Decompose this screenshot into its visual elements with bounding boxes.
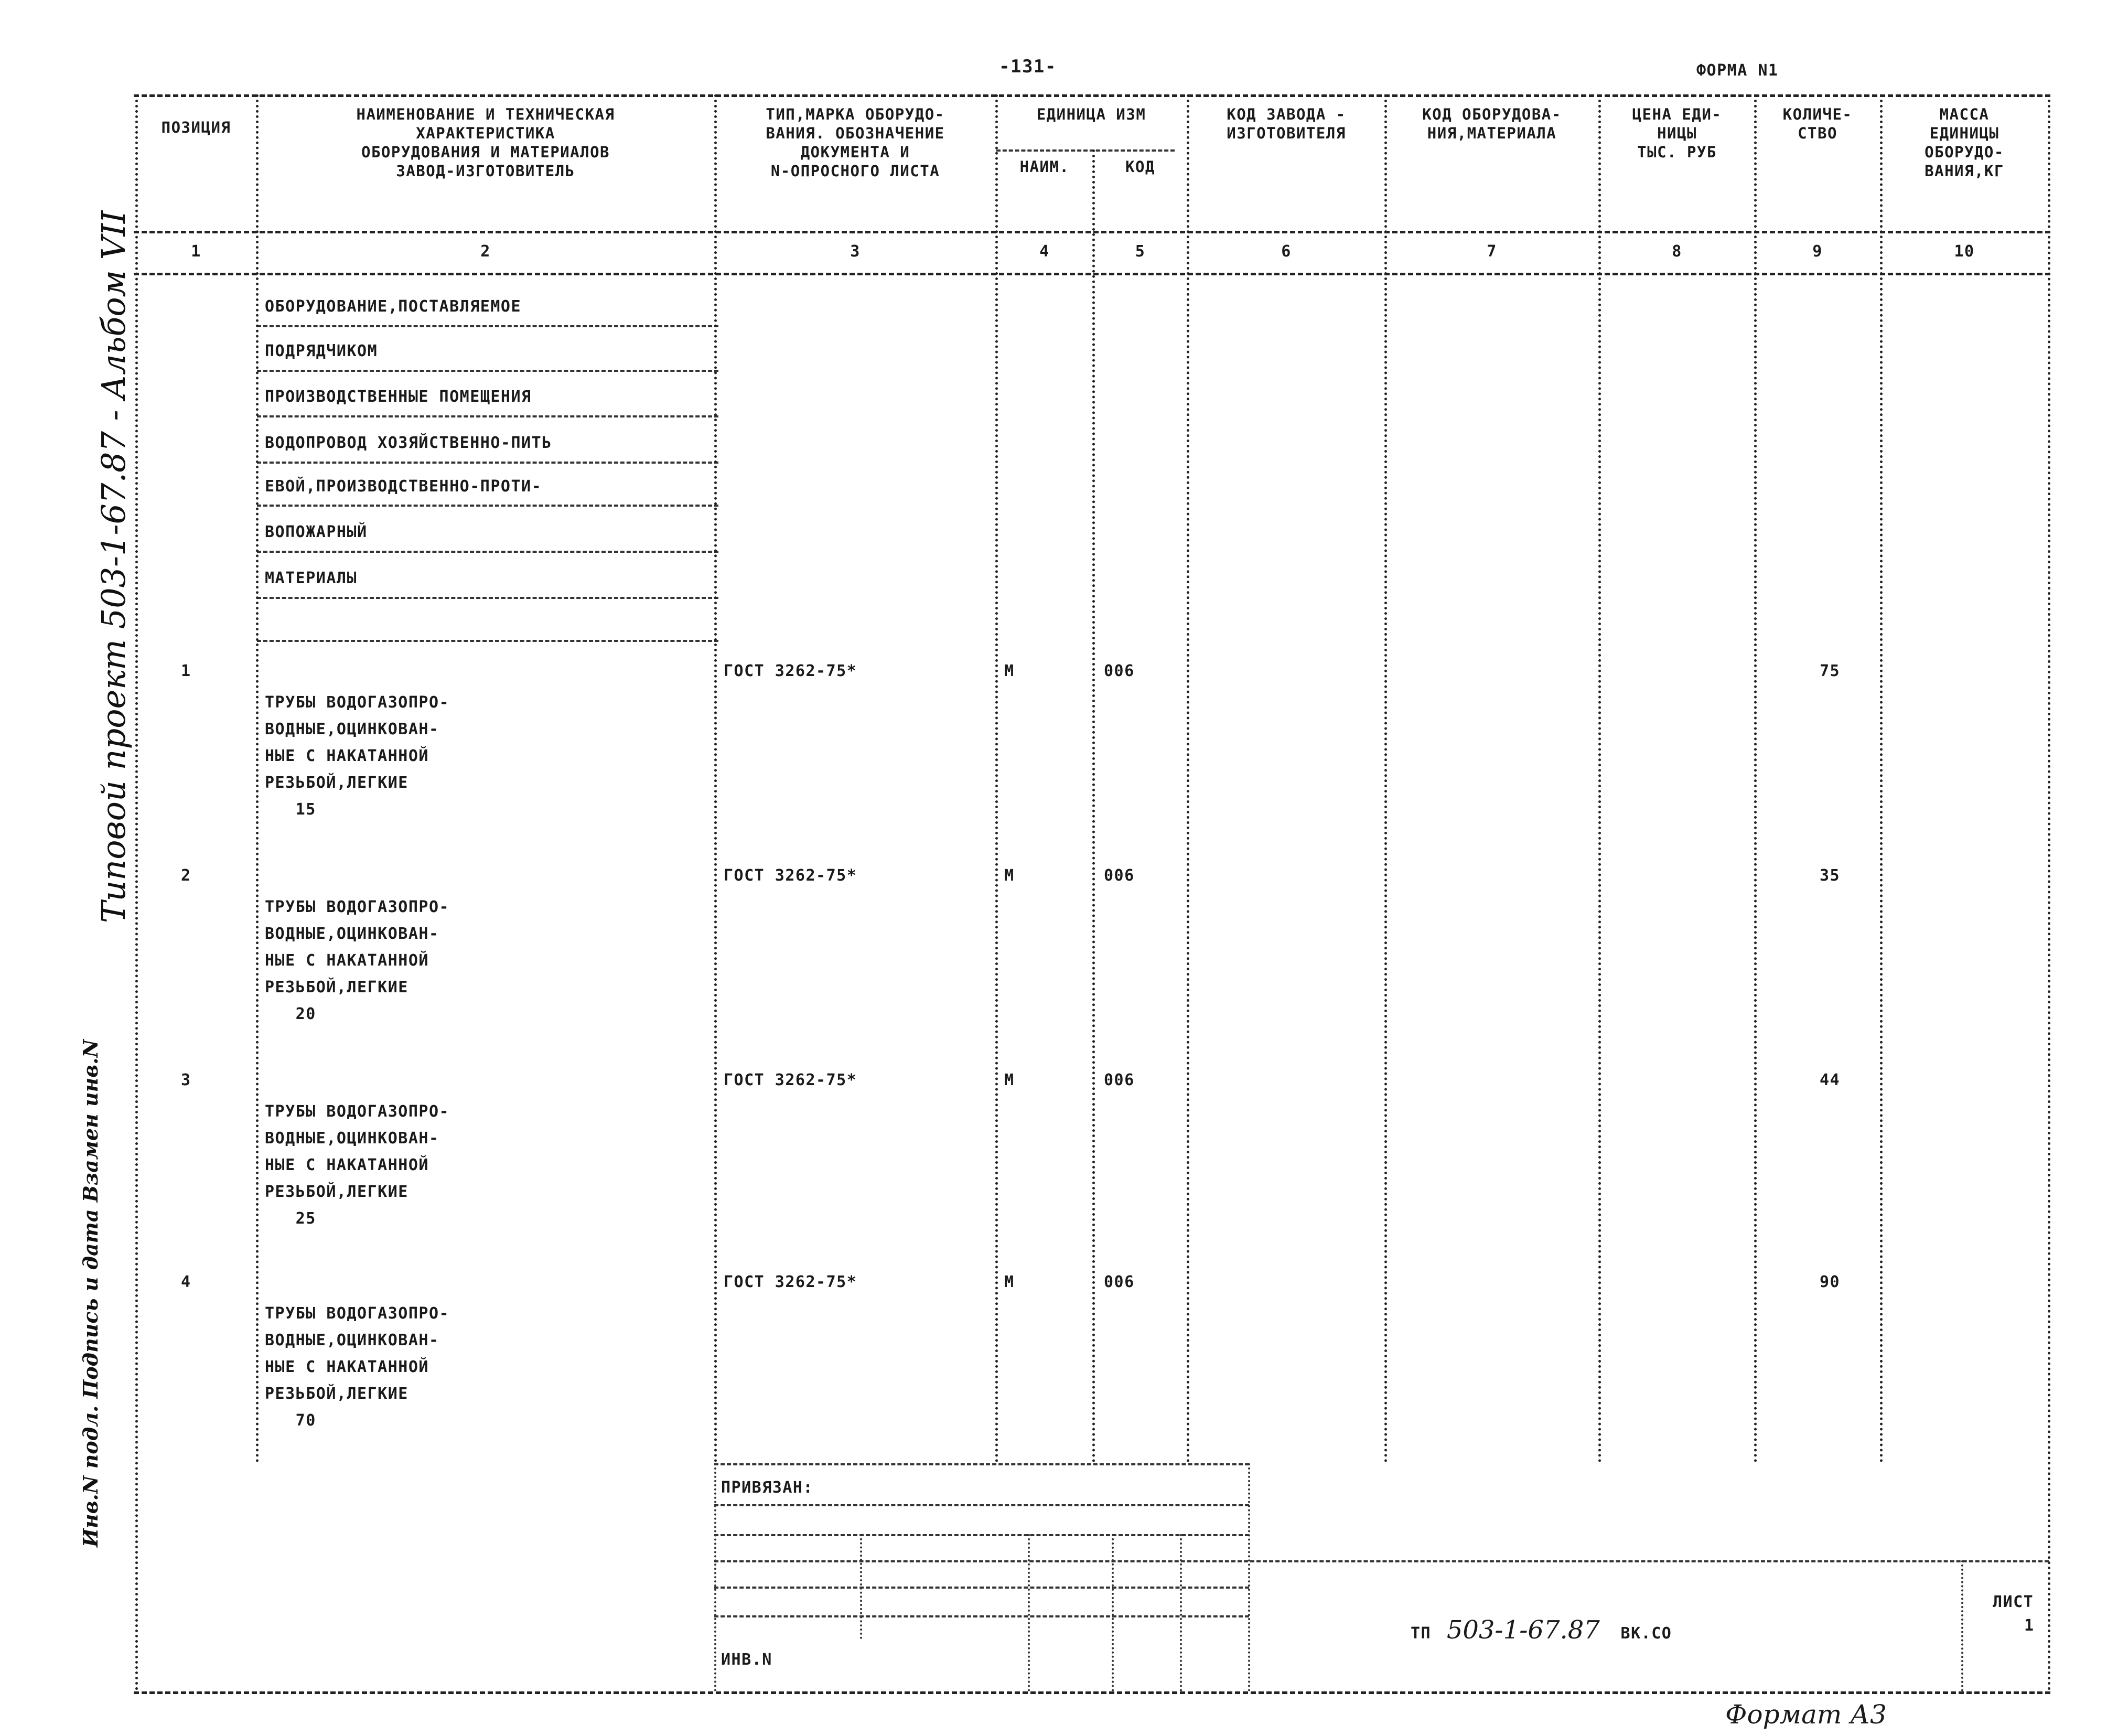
stamp-divider [714, 1615, 1249, 1617]
colnum-8: 8 [1672, 242, 1682, 261]
stamp-privyazan: ПРИВЯЗАН: [721, 1478, 814, 1497]
format-label: Формат А3 [1725, 1699, 1887, 1730]
row-2-position: 2 [181, 866, 191, 885]
stamp-left-border [714, 1463, 716, 1691]
row-3-unit: М [1004, 1071, 1015, 1089]
row-1-code: 006 [1104, 662, 1135, 680]
col-sep-0 [135, 94, 138, 1691]
header-mass: МАССА ЕДИНИЦЫ ОБОРУДО- ВАНИЯ,КГ [1925, 105, 2004, 180]
table-top-border [134, 94, 2050, 97]
section-divider [257, 505, 718, 507]
row-3-position: 3 [181, 1071, 191, 1089]
row-4-position: 4 [181, 1273, 191, 1291]
col-sep-8 [1754, 94, 1757, 1463]
document-code [1411, 1615, 1672, 1645]
stamp-cell-sep [1112, 1534, 1114, 1691]
doc-code: 503-1-67.87 [1446, 1615, 1600, 1645]
row-1-position: 1 [181, 662, 191, 680]
section-line: ОБОРУДОВАНИЕ,ПОСТАВЛЯЕМОЕ [265, 297, 522, 316]
stamp-inv-number: ИНВ.N [721, 1651, 772, 1669]
header-price: ЦЕНА ЕДИ- НИЦЫ ТЫС. РУБ [1632, 105, 1722, 161]
stamp-divider [714, 1587, 1249, 1589]
section-divider [257, 640, 718, 642]
side-project-label: Типовой проект 503-1-67.87 - Альбом VII [94, 210, 133, 923]
section-divider [257, 462, 718, 464]
header-position: ПОЗИЦИЯ [161, 119, 231, 136]
section-line: ПРОИЗВОДСТВЕННЫЕ ПОМЕЩЕНИЯ [265, 388, 532, 406]
col-sep-4 [1092, 149, 1095, 1463]
col-sep-3 [995, 94, 998, 1463]
header-unit-code: КОД [1125, 158, 1155, 176]
stamp-right-border [1248, 1463, 1250, 1691]
page-number: -131- [999, 56, 1057, 77]
section-line: ПОДРЯДЧИКОМ [265, 342, 378, 360]
stamp-cell-sep [1180, 1534, 1182, 1691]
stamp-divider [714, 1504, 1249, 1506]
section-divider [257, 415, 718, 417]
col-sep-1 [256, 94, 259, 1463]
colnum-7: 7 [1487, 242, 1497, 261]
section-divider [257, 370, 718, 372]
row-2-name: ТРУБЫ ВОДОГАЗОПРО- ВОДНЫЕ,ОЦИНКОВАН- НЫЕ С НАКАТАННОЙ РЕЗЬБОЙ,ЛЕГКИЕ 20 [265, 898, 450, 1023]
row-2-code: 006 [1104, 866, 1135, 885]
header-type: ТИП,МАРКА ОБОРУДО- ВАНИЯ. ОБОЗНАЧЕНИЕ ДОКУМЕНТА И N-ОПРОСНОГО ЛИСТА [766, 105, 945, 180]
colnum-10: 10 [1954, 242, 1975, 261]
row-4-unit: М [1004, 1273, 1015, 1291]
colnum-9: 9 [1812, 242, 1823, 261]
stamp-cell-sep [1028, 1534, 1030, 1691]
header-unit: ЕДИНИЦА ИЗМ [1036, 105, 1146, 123]
colnum-2: 2 [480, 242, 491, 261]
row-4-code: 006 [1104, 1273, 1135, 1291]
stamp-title-top-border [714, 1560, 2049, 1562]
doc-suffix: ВК.СО [1620, 1624, 1672, 1643]
section-line: ВОДОПРОВОД ХОЗЯЙСТВЕННО-ПИТЬ [265, 434, 552, 452]
row-1-name: ТРУБЫ ВОДОГАЗОПРО- ВОДНЫЕ,ОЦИНКОВАН- НЫЕ С НАКАТАННОЙ РЕЗЬБОЙ,ЛЕГКИЕ 15 [265, 693, 450, 819]
section-line: ЕВОЙ,ПРОИЗВОДСТВЕННО-ПРОТИ- [265, 477, 542, 496]
row-3-type: ГОСТ 3262-75* [724, 1071, 857, 1089]
col-sep-10 [2048, 94, 2050, 1691]
stamp-cell-sep [860, 1534, 862, 1639]
section-line: МАТЕРИАЛЫ [265, 569, 358, 587]
row-4-type: ГОСТ 3262-75* [724, 1273, 857, 1291]
row-1-qty: 75 [1820, 662, 1841, 680]
section-divider [257, 325, 718, 327]
sheet-number: 1 [2024, 1616, 2035, 1635]
header-quantity: КОЛИЧЕ- СТВО [1782, 105, 1853, 142]
row-2-qty: 35 [1820, 866, 1841, 885]
form-label: ФОРМА N1 [1696, 61, 1779, 80]
unit-subheader-divider [996, 149, 1175, 152]
row-4-name: ТРУБЫ ВОДОГАЗОПРО- ВОДНЫЕ,ОЦИНКОВАН- НЫЕ С НАКАТАННОЙ РЕЗЬБОЙ,ЛЕГКИЕ 70 [265, 1304, 450, 1430]
row-2-unit: М [1004, 866, 1015, 885]
row-1-unit: М [1004, 662, 1015, 680]
section-line: ВОПОЖАРНЫЙ [265, 523, 368, 541]
row-2-type: ГОСТ 3262-75* [724, 866, 857, 885]
section-divider [257, 551, 718, 553]
doc-prefix: ТП [1411, 1624, 1432, 1643]
stamp-divider [714, 1534, 1249, 1536]
colnum-4: 4 [1039, 242, 1050, 261]
col-sep-7 [1598, 94, 1601, 1463]
sheet-label: ЛИСТ [1993, 1593, 2034, 1611]
stamp-top-border [714, 1463, 1249, 1465]
colnum-6: 6 [1281, 242, 1292, 261]
row-3-qty: 44 [1820, 1071, 1841, 1089]
header-unit-name: НАИМ. [1019, 158, 1070, 176]
section-divider [257, 597, 718, 599]
col-sep-9 [1880, 94, 1883, 1463]
header-name: НАИМЕНОВАНИЕ И ТЕХНИЧЕСКАЯ ХАРАКТЕРИСТИКА ОБОРУДОВАНИЯ И МАТЕРИАЛОВ ЗАВОД-ИЗГОТОВИТЕЛЬ [356, 105, 615, 180]
col-sep-2 [714, 94, 717, 1463]
row-3-code: 006 [1104, 1071, 1135, 1089]
colnum-1: 1 [191, 242, 201, 261]
side-stamp-label: Инв.N подл. Подпись и дата Взамен инв.N [79, 1039, 102, 1547]
row-1-type: ГОСТ 3262-75* [724, 662, 857, 680]
header-equipment-code: КОД ОБОРУДОВА- НИЯ,МАТЕРИАЛА [1422, 105, 1562, 142]
col-sep-5 [1187, 94, 1189, 1463]
header-factory-code: КОД ЗАВОДА - ИЗГОТОВИТЕЛЯ [1227, 105, 1346, 142]
sheet-cell-border [1961, 1560, 1963, 1691]
col-sep-6 [1384, 94, 1387, 1463]
row-4-qty: 90 [1820, 1273, 1841, 1291]
row-3-name: ТРУБЫ ВОДОГАЗОПРО- ВОДНЫЕ,ОЦИНКОВАН- НЫЕ С НАКАТАННОЙ РЕЗЬБОЙ,ЛЕГКИЕ 25 [265, 1102, 450, 1228]
colnum-3: 3 [850, 242, 861, 261]
table-bottom-border [134, 1691, 2050, 1694]
colnum-5: 5 [1135, 242, 1146, 261]
